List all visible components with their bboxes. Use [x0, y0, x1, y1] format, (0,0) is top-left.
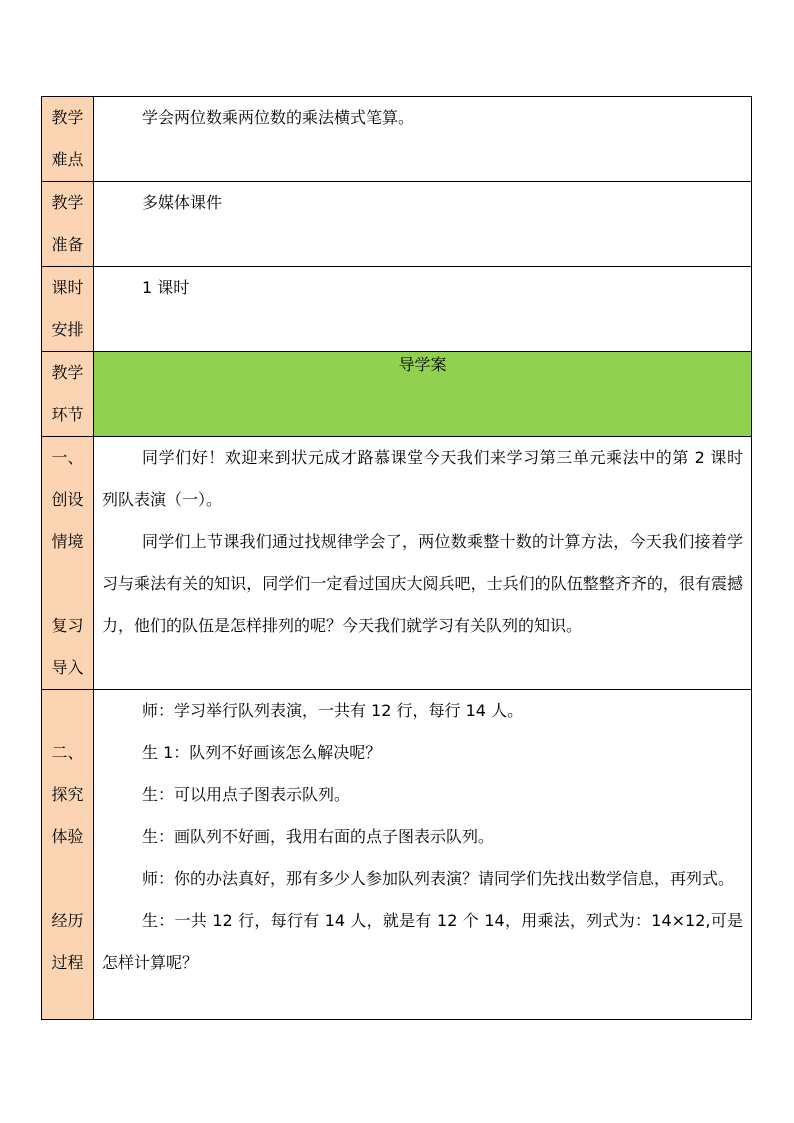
row-label — [42, 97, 94, 182]
label-line: 导入 — [51, 658, 84, 677]
label-line: 准备 — [51, 235, 84, 254]
content-paragraph: 同学们上节课我们通过找规律学会了，两位数乘整十数的计算方法，今天我们接着学习与乘法有关的知识，同学们一定看过国庆大阅兵吧，士兵们的队伍整整齐齐的，很有震撼力，他们的队伍是怎样排列的呢？今天我们就学习有关队列的知识。 — [102, 532, 743, 635]
label-line: 教学 — [51, 193, 84, 212]
row-teaching-stage-header — [42, 352, 752, 437]
label-gap — [42, 690, 93, 732]
content-paragraph: 生 1：队列不好画该怎么解决呢？ — [142, 743, 382, 762]
content-paragraph: 师：学习举行队列表演，一共有 12 行，每行 14 人。 — [142, 701, 524, 720]
row-label — [42, 182, 94, 267]
content-paragraph: 生：可以用点子图表示队列。 — [142, 785, 351, 804]
label-line: 安排 — [51, 320, 84, 339]
row-content — [94, 267, 752, 352]
content-paragraph: 同学们好！欢迎来到状元成才路慕课堂今天我们来学习第三单元乘法中的第 2 课时 列队表演（一）。 — [102, 448, 743, 509]
row-label — [42, 690, 94, 1020]
content-paragraph: 学会两位数乘两位数的乘法横式笔算。 — [142, 108, 415, 127]
label-line: 复习 — [51, 616, 84, 635]
content-paragraph: 1 课时 — [142, 278, 190, 297]
label-line: 体验 — [51, 827, 84, 846]
row-section-one — [42, 437, 752, 690]
row-content — [94, 97, 752, 182]
row-content — [94, 182, 752, 267]
content-paragraph: 师：你的办法真好，那有多少人参加队列表演？请同学们先找出数学信息，再列式。 — [142, 869, 735, 888]
label-line: 经历 — [51, 911, 84, 930]
label-gap — [42, 563, 93, 605]
row-label — [42, 437, 94, 690]
label-line: 创设 — [51, 490, 84, 509]
label-line: 环节 — [51, 405, 84, 424]
lesson-plan-table — [41, 96, 752, 1020]
content-paragraph: 多媒体课件 — [142, 193, 223, 212]
row-section-two — [42, 690, 752, 1020]
label-line: 教学 — [51, 108, 84, 127]
row-content — [94, 690, 752, 1020]
guided-learning-header: 导学案 — [94, 352, 752, 437]
label-line: 一、 — [51, 448, 84, 467]
label-gap — [42, 858, 93, 900]
label-line: 探究 — [51, 785, 84, 804]
label-line: 教学 — [51, 363, 84, 382]
row-class-hours — [42, 267, 752, 352]
label-line: 难点 — [51, 150, 84, 169]
label-line: 过程 — [51, 953, 84, 972]
label-line: 二、 — [51, 743, 84, 762]
row-teaching-preparation — [42, 182, 752, 267]
label-line: 情境 — [51, 532, 84, 551]
row-label — [42, 267, 94, 352]
label-line: 课时 — [51, 278, 84, 297]
content-paragraph: 生：一共 12 行，每行有 14 人，就是有 12 个 14，用乘法，列式为：14×12,可是怎样计算呢？ — [102, 911, 743, 972]
row-teaching-difficulty — [42, 97, 752, 182]
content-paragraph: 生：画队列不好画，我用右面的点子图表示队列。 — [142, 827, 495, 846]
row-label — [42, 352, 94, 437]
row-content — [94, 437, 752, 690]
